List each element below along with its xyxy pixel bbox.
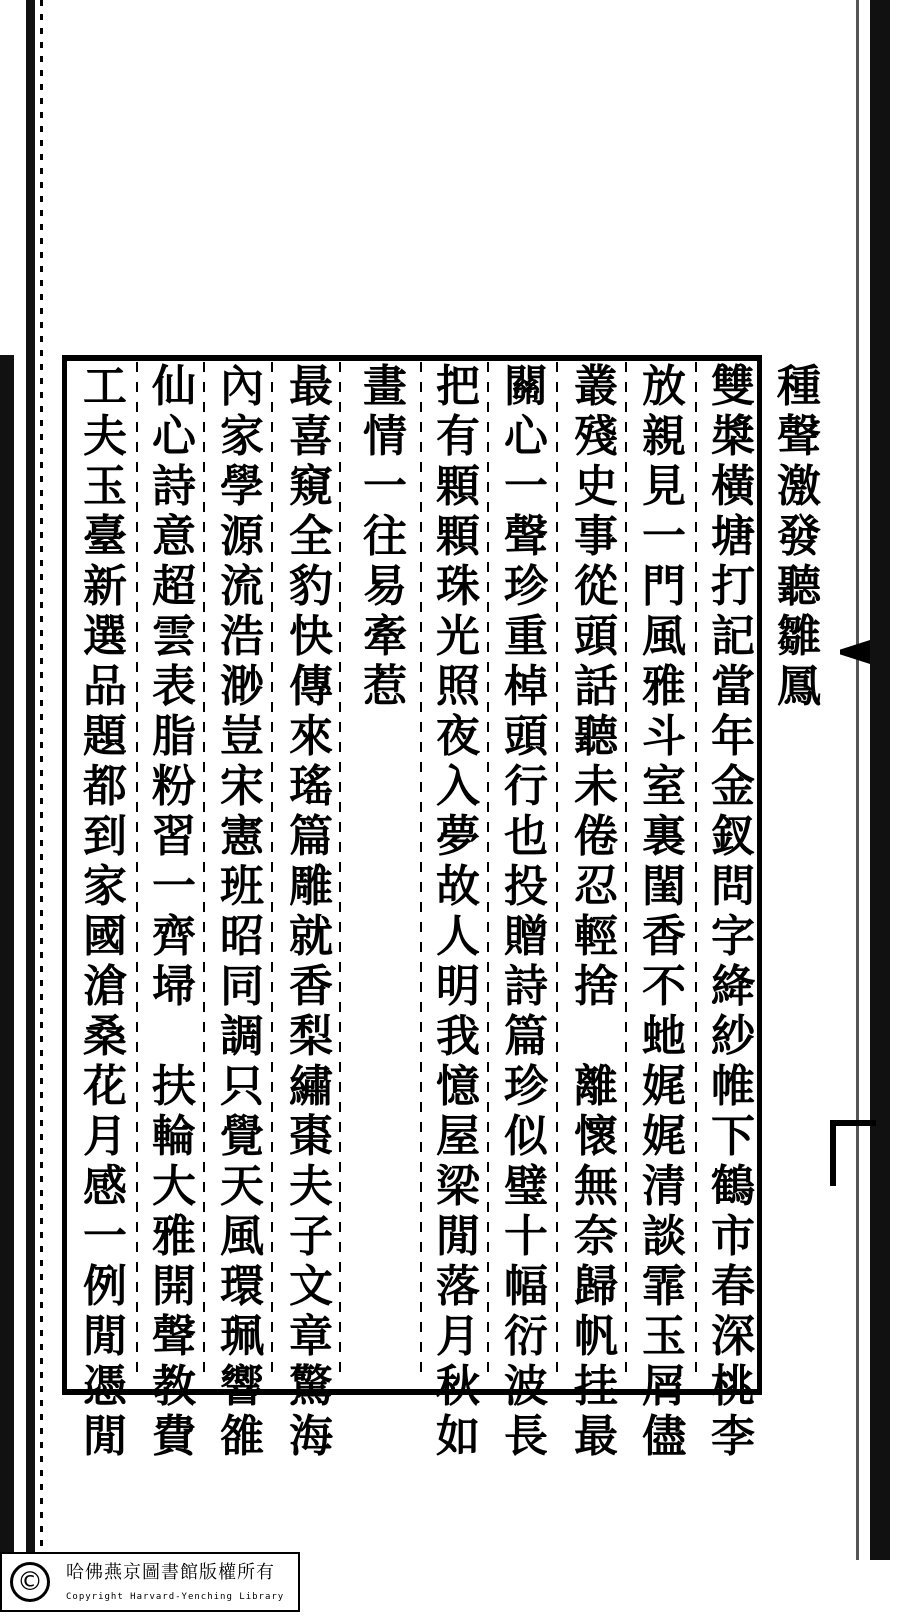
glyph: 調 [220,1011,264,1062]
glyph: 種 [777,361,821,412]
glyph: 聽 [777,561,821,612]
glyph: 秋 [436,1361,480,1412]
glyph: 品 [83,661,127,712]
glyph: 李 [711,1411,755,1462]
glyph: 斗 [642,711,686,762]
glyph: 行 [504,761,548,812]
glyph: 有 [436,411,480,462]
glyph: 心 [504,411,548,462]
glyph: 史 [574,461,618,512]
glyph: 齊 [152,911,196,962]
glyph: 帆 [574,1311,618,1362]
glyph: 閒 [83,1411,127,1462]
glyph: 如 [436,1411,480,1462]
glyph: 金 [711,761,755,812]
glyph: 捨 [574,961,618,1012]
glyph: 桃 [711,1361,755,1412]
glyph: 輕 [574,911,618,962]
glyph: 聲 [152,1311,196,1362]
page-shadow [0,355,14,1605]
glyph: 關 [504,361,548,412]
glyph: 風 [642,611,686,662]
glyph: 似 [504,1111,548,1162]
glyph: 只 [220,1061,264,1112]
glyph: 天 [220,1161,264,1212]
glyph: 深 [711,1311,755,1362]
glyph: 玉 [642,1311,686,1362]
glyph: 易 [363,561,407,612]
glyph: 年 [711,711,755,762]
glyph: 從 [574,561,618,612]
glyph: 清 [642,1161,686,1212]
binding-stitch-line [40,0,43,1560]
glyph: 釵 [711,811,755,862]
glyph: 梨 [289,1011,333,1062]
glyph: 歸 [574,1261,618,1312]
glyph: 國 [83,911,127,962]
glyph: 文 [289,1261,333,1312]
stamp-english-text: Copyright Harvard-Yenching Library [66,1592,285,1602]
glyph: 娓 [642,1111,686,1162]
text-column-1 [766,362,832,1372]
glyph: 意 [152,511,196,562]
glyph: 篇 [289,811,333,862]
glyph: 聽 [574,711,618,762]
glyph: 放 [642,361,686,412]
glyph: 感 [83,1161,127,1212]
glyph: 字 [711,911,755,962]
glyph: 花 [83,1061,127,1112]
glyph: 教 [152,1361,196,1412]
glyph: 裏 [642,811,686,862]
glyph: 問 [711,861,755,912]
glyph: 喜 [289,411,333,462]
glyph: 雅 [152,1211,196,1262]
glyph: 驚 [289,1361,333,1412]
glyph: 閨 [642,861,686,912]
glyph: 我 [436,1011,480,1062]
glyph: 殘 [574,411,618,462]
text-column-11 [72,361,138,1462]
glyph: 槳 [711,411,755,462]
glyph: 挂 [574,1361,618,1412]
glyph: 波 [504,1361,548,1412]
glyph [574,1012,618,1062]
glyph: 表 [152,661,196,712]
column-rule [420,362,422,1382]
glyph: 臺 [83,511,127,562]
glyph: 未 [574,761,618,812]
glyph: 心 [152,411,196,462]
text-column-8 [278,361,344,1462]
glyph: 習 [152,811,196,862]
glyph: 一 [642,511,686,562]
glyph: 風 [220,1211,264,1262]
glyph: 家 [83,861,127,912]
glyph: 鶴 [711,1161,755,1212]
glyph: 珍 [504,1061,548,1112]
glyph: 忍 [574,861,618,912]
glyph: 全 [289,511,333,562]
glyph: 新 [83,561,127,612]
glyph: 粉 [152,761,196,812]
glyph: 工 [83,361,127,412]
text-column-4 [563,361,629,1462]
glyph: 事 [574,511,618,562]
glyph: 打 [711,561,755,612]
glyph: 當 [711,661,755,712]
glyph: 學 [220,461,264,512]
glyph: 篇 [504,1011,548,1062]
glyph: 激 [777,461,821,512]
glyph: 夜 [436,711,480,762]
glyph: 浩 [220,611,264,662]
glyph: 見 [642,461,686,512]
glyph: 帷 [711,1061,755,1112]
glyph: 最 [289,361,333,412]
glyph: 娓 [642,1061,686,1112]
glyph: 環 [220,1261,264,1312]
text-column-10 [141,361,207,1462]
glyph: 一 [363,461,407,512]
glyph: 倦 [574,811,618,862]
glyph: 閒 [83,1311,127,1362]
glyph: 儘 [642,1411,686,1462]
glyph: 滄 [83,961,127,1012]
glyph: 塘 [711,511,755,562]
glyph: 流 [220,561,264,612]
glyph: 落 [436,1261,480,1312]
glyph: 無 [574,1161,618,1212]
glyph: 懷 [574,1111,618,1162]
glyph: 絳 [711,961,755,1012]
glyph: 超 [152,561,196,612]
block-mark [840,640,870,664]
glyph: 大 [152,1161,196,1212]
glyph: 都 [83,761,127,812]
glyph [152,1012,196,1062]
glyph: 源 [220,511,264,562]
glyph: 故 [436,861,480,912]
glyph: 梁 [436,1161,480,1212]
glyph: 傳 [289,661,333,712]
glyph: 長 [504,1411,548,1462]
glyph: 贈 [504,911,548,962]
glyph: 埽 [152,961,196,1012]
glyph: 夢 [436,811,480,862]
glyph: 宋 [220,761,264,812]
glyph: 月 [436,1311,480,1362]
glyph: 海 [289,1411,333,1462]
glyph: 聲 [777,411,821,462]
glyph: 顆 [436,511,480,562]
glyph: 頭 [504,711,548,762]
glyph: 雙 [711,361,755,412]
text-column-6 [425,361,491,1462]
glyph: 夫 [289,1161,333,1212]
glyph: 覺 [220,1111,264,1162]
glyph: 棗 [289,1111,333,1162]
text-column-2 [700,361,766,1462]
glyph: 門 [642,561,686,612]
glyph: 幅 [504,1261,548,1312]
copyright-symbol: © [10,1562,50,1602]
glyph: 下 [711,1111,755,1162]
glyph: 例 [83,1261,127,1312]
glyph: 仙 [152,361,196,412]
glyph: 最 [574,1411,618,1462]
glyph: 快 [289,611,333,662]
glyph: 發 [777,511,821,562]
glyph: 到 [83,811,127,862]
glyph: 記 [711,611,755,662]
glyph: 不 [642,961,686,1012]
glyph: 閒 [436,1211,480,1262]
text-column-7 [352,362,418,1372]
glyph: 昭 [220,911,264,962]
glyph: 話 [574,661,618,712]
glyph: 離 [574,1061,618,1112]
glyph: 春 [711,1261,755,1312]
glyph: 入 [436,761,480,812]
glyph: 鳳 [777,661,821,712]
glyph: 重 [504,611,548,662]
glyph: 夫 [83,411,127,462]
glyph: 雲 [152,611,196,662]
glyph: 一 [83,1211,127,1262]
glyph: 往 [363,511,407,562]
glyph: 虵 [642,1011,686,1062]
glyph: 憲 [220,811,264,862]
glyph: 照 [436,661,480,712]
glyph: 內 [220,361,264,412]
glyph: 惹 [363,661,407,712]
glyph: 頭 [574,611,618,662]
glyph: 輪 [152,1111,196,1162]
book-binding-edge [26,0,35,1560]
glyph: 渺 [220,661,264,712]
glyph: 班 [220,861,264,912]
glyph: 同 [220,961,264,1012]
glyph: 屑 [642,1361,686,1412]
glyph: 一 [504,461,548,512]
glyph: 雅 [642,661,686,712]
glyph: 瑤 [289,761,333,812]
glyph: 顆 [436,461,480,512]
glyph: 費 [152,1411,196,1462]
glyph: 豈 [220,711,264,762]
glyph: 桑 [83,1011,127,1062]
glyph: 投 [504,861,548,912]
glyph: 家 [220,411,264,462]
glyph: 詩 [152,461,196,512]
glyph: 扶 [152,1061,196,1112]
glyph: 談 [642,1211,686,1262]
glyph: 叢 [574,361,618,412]
glyph: 就 [289,911,333,962]
glyph: 開 [152,1261,196,1312]
glyph: 聲 [504,511,548,562]
glyph: 畫 [363,361,407,412]
glyph: 來 [289,711,333,762]
glyph: 一 [152,861,196,912]
glyph: 把 [436,361,480,412]
glyph: 珮 [220,1311,264,1362]
glyph: 憶 [436,1061,480,1112]
glyph: 棹 [504,661,548,712]
text-column-5 [493,361,559,1462]
block-mark-corner [830,1120,876,1186]
glyph: 室 [642,761,686,812]
glyph: 霏 [642,1261,686,1312]
stamp-chinese-text: 哈佛燕京圖書館版權所有 [66,1562,275,1583]
glyph: 珍 [504,561,548,612]
glyph: 脂 [152,711,196,762]
text-column-3 [631,361,697,1462]
glyph: 響 [220,1361,264,1412]
glyph: 璧 [504,1161,548,1212]
glyph: 題 [83,711,127,762]
glyph: 窺 [289,461,333,512]
glyph: 光 [436,611,480,662]
glyph: 月 [83,1111,127,1162]
glyph: 雕 [289,861,333,912]
glyph: 牽 [363,611,407,662]
glyph: 橫 [711,461,755,512]
glyph: 雛 [777,611,821,662]
glyph: 人 [436,911,480,962]
glyph: 香 [289,961,333,1012]
glyph: 衍 [504,1311,548,1362]
glyph: 十 [504,1211,548,1262]
glyph: 奈 [574,1211,618,1262]
glyph: 屋 [436,1111,480,1162]
glyph: 明 [436,961,480,1012]
glyph: 豹 [289,561,333,612]
text-column-9 [209,361,275,1462]
glyph: 章 [289,1311,333,1362]
copyright-stamp [0,1552,300,1612]
glyph: 情 [363,411,407,462]
glyph: 市 [711,1211,755,1262]
glyph: 也 [504,811,548,862]
glyph: 子 [289,1211,333,1262]
glyph: 雒 [220,1411,264,1462]
glyph: 詩 [504,961,548,1012]
glyph: 玉 [83,461,127,512]
glyph: 紗 [711,1011,755,1062]
glyph: 憑 [83,1361,127,1412]
glyph: 香 [642,911,686,962]
page-gutter-line [856,0,859,1560]
glyph: 繡 [289,1061,333,1112]
glyph: 珠 [436,561,480,612]
glyph: 選 [83,611,127,662]
glyph: 親 [642,411,686,462]
facing-page-edge [870,0,890,1560]
